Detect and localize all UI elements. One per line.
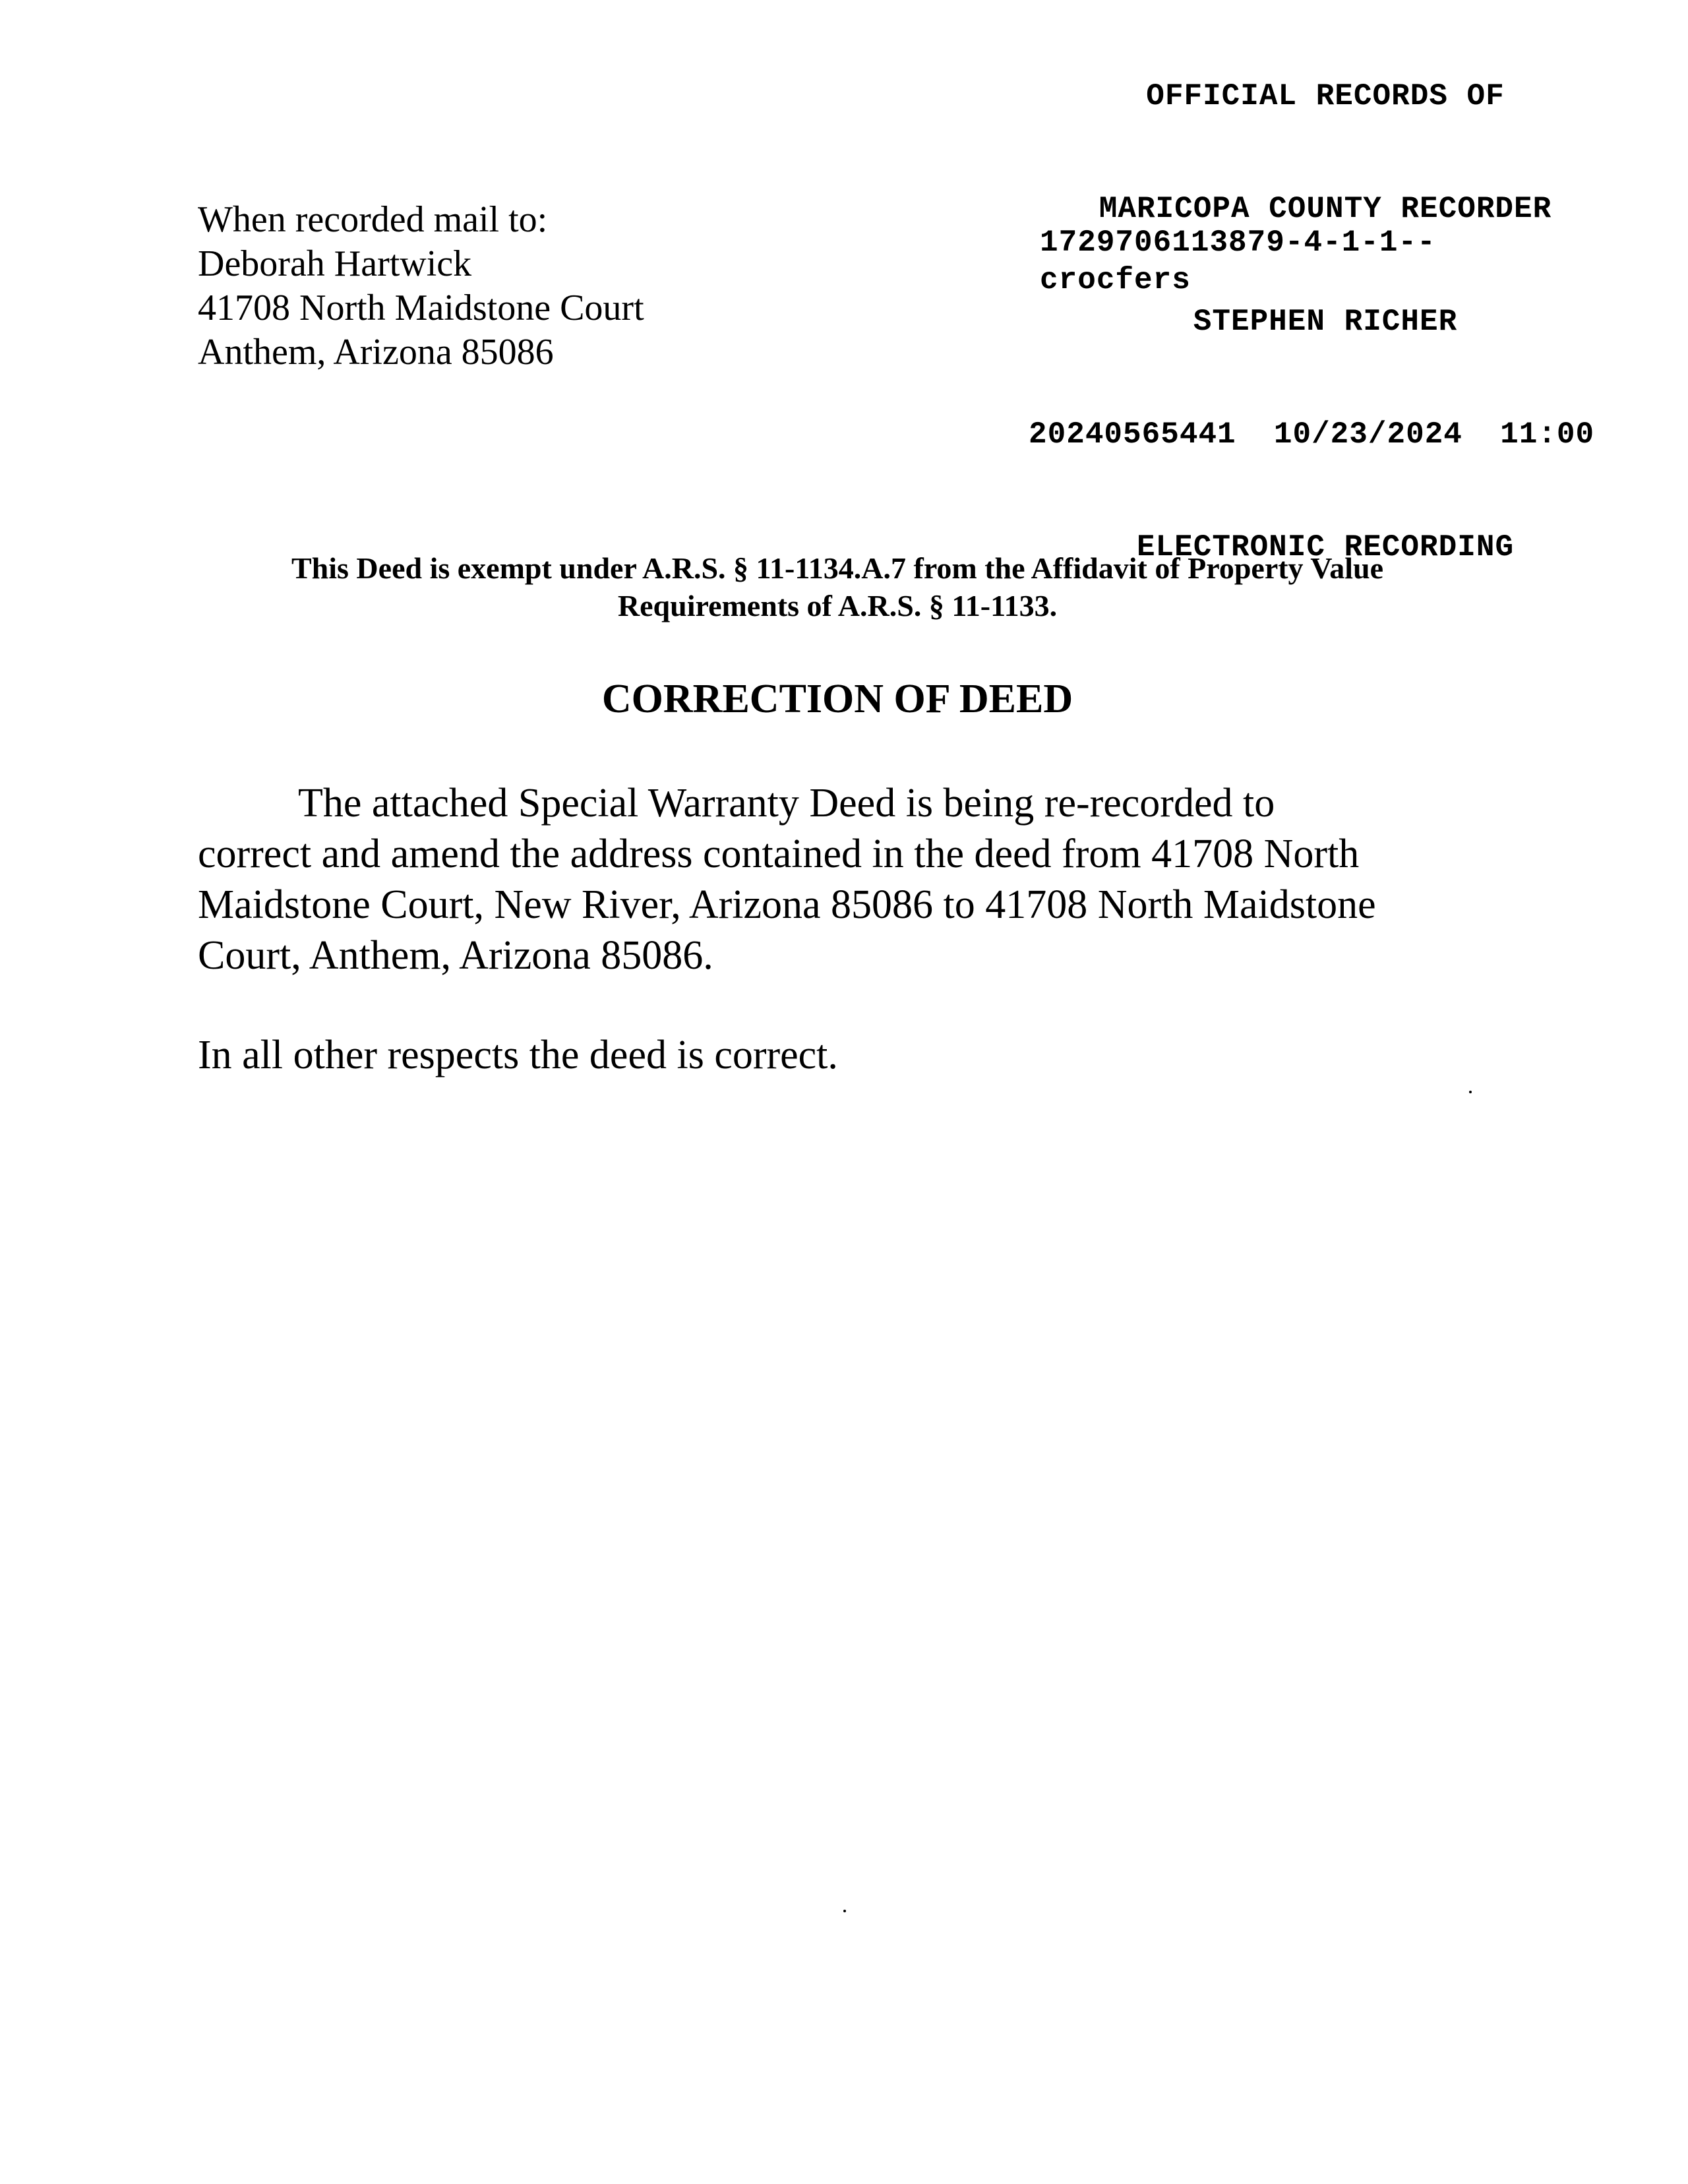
paragraph-line-1: The attached Special Warranty Deed is being re-recorded to: [298, 781, 1275, 826]
recorder-stamp: [1029, 3, 1662, 604]
exemption-line-2: Requirements of A.R.S. § 11-1133.: [617, 589, 1058, 622]
mail-to-street: 41708 North Maidstone Court: [198, 288, 644, 328]
closing-statement: In all other respects the deed is correct.: [198, 1033, 838, 1077]
mail-to-name: Deborah Hartwick: [198, 243, 472, 284]
stamp-line-recording-type: ELECTRONIC RECORDING: [1136, 530, 1515, 564]
paragraph-line-4: Court, Anthem, Arizona 85086.: [198, 933, 713, 978]
exemption-line-1: This Deed is exempt under A.R.S. § 11-1134.A.7 from the Affidavit of Property Value: [291, 551, 1384, 585]
stamp-line-official-records: OFFICIAL RECORDS OF: [1146, 79, 1505, 113]
correction-paragraph: [198, 778, 1490, 981]
stray-mark-dot: [843, 1910, 846, 1912]
stamp-line-recorder-name: STEPHEN RICHER: [1193, 305, 1458, 339]
stamp-line-county-recorder: MARICOPA COUNTY RECORDER: [1099, 192, 1552, 226]
document-id: [1040, 224, 1436, 299]
document-title: CORRECTION OF DEED: [601, 677, 1073, 721]
mail-to-block: [198, 198, 644, 375]
mail-to-city: Anthem, Arizona 85086: [198, 332, 554, 373]
document-id-line-1: 1729706113879-4-1-1--: [1040, 226, 1436, 260]
stamp-line-record-number-date: 20240565441 10/23/2024 11:00: [1029, 417, 1595, 452]
stray-mark-dot: [1469, 1091, 1472, 1093]
document-id-line-2: crocfers: [1040, 263, 1191, 297]
paragraph-line-2: correct and amend the address contained in the deed from 41708 North: [198, 832, 1360, 876]
mail-to-heading: When recorded mail to:: [198, 199, 548, 240]
paragraph-line-3: Maidstone Court, New River, Arizona 85086 to 41708 North Maidstone: [198, 882, 1376, 927]
exemption-notice: [198, 549, 1477, 624]
